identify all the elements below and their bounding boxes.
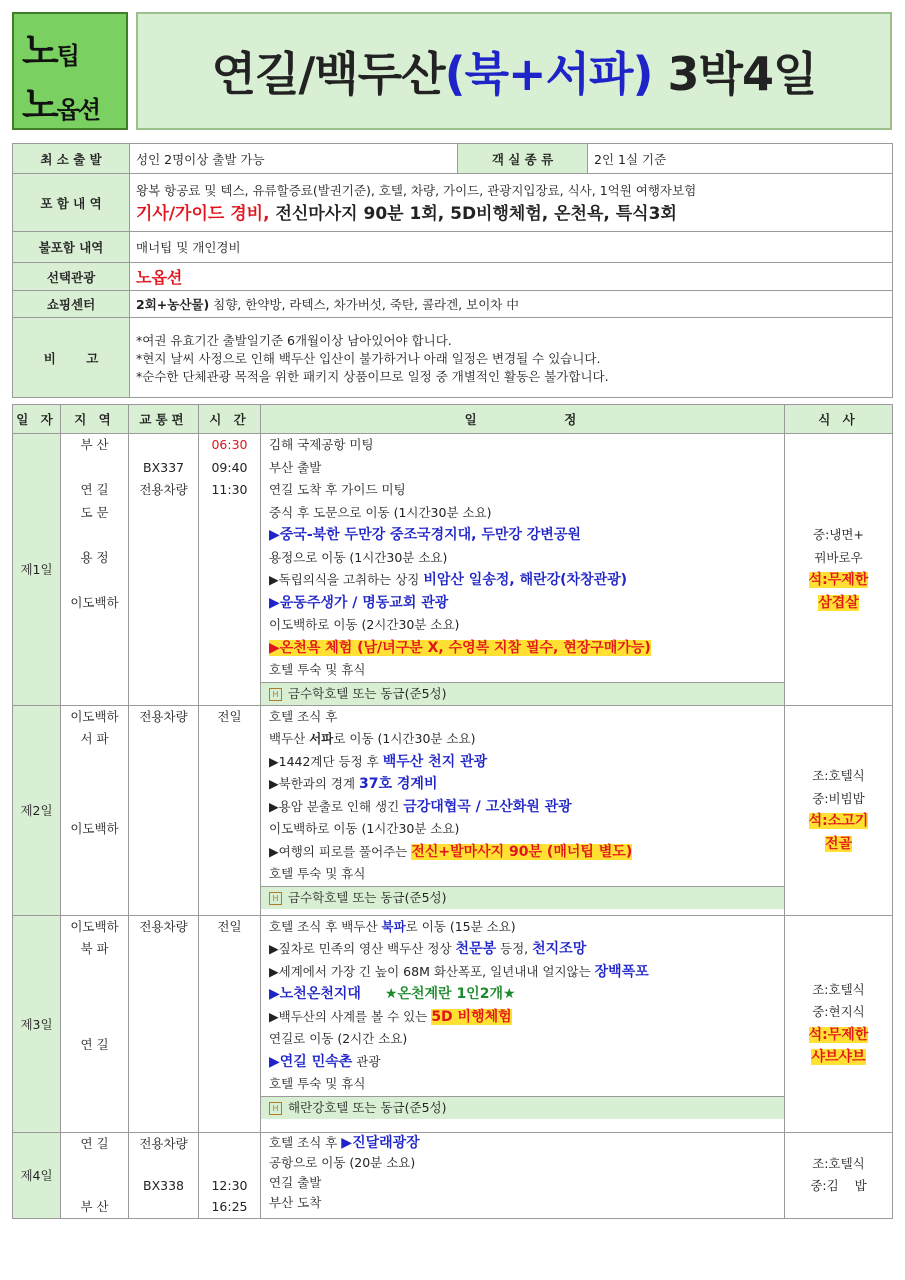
time-text: 16:25: [211, 1198, 248, 1214]
included-line-2: 기사/가이드 경비, 전신마사지 90분 1회, 5D비행체험, 온천욕, 특식3회: [136, 204, 677, 224]
itinerary-line: ▶온천욕 체험 (남/녀구분 X, 수영복 지참 필수, 현장구매가능): [269, 639, 651, 656]
itinerary-line: ▶노천온천지대 ★온천계란 1인2개★: [269, 986, 516, 1002]
optional-tour-value: 노옵션: [130, 263, 893, 291]
region-text: [61, 751, 128, 774]
hotel-info: H 해란강호텔 또는 동급(준5성): [261, 1096, 784, 1119]
time-text: [199, 1154, 260, 1175]
meal-text: 중:현지식: [812, 1004, 865, 1019]
region-cell: [61, 915, 129, 1132]
hotel-icon: H: [269, 688, 282, 701]
meal-text: 삼겹살: [818, 594, 859, 611]
itinerary-line: ▶용암 분출로 인해 생긴 금강대협곡 / 고산화원 관광: [269, 798, 572, 815]
meal-text: 석:무제한: [808, 1026, 869, 1043]
itinerary-line: 이도백하로 이동 (2시간30분 소요): [269, 617, 460, 632]
region-text: 용 정: [80, 549, 109, 565]
region-text: 연 길: [80, 482, 109, 497]
region-text: 부 산: [80, 437, 109, 452]
itinerary-line: 호텔 조식 후: [269, 708, 338, 724]
meal-text: 중:김 밥: [810, 1178, 867, 1193]
excluded-value: 매너팁 및 개인경비: [130, 232, 893, 263]
meal-cell: [785, 705, 893, 915]
region-text: [61, 983, 128, 1006]
day-row: [13, 1132, 893, 1218]
room-type-label: 객 실 종 류: [458, 144, 588, 174]
included-label: 포 함 내 역: [13, 174, 130, 232]
itinerary-line: 호텔 투숙 및 휴식: [269, 662, 366, 677]
day-label: 제2일: [13, 705, 61, 915]
itinerary-cell: [261, 1132, 785, 1218]
page-title: 연길/백두산(북+서파) 3박4일: [211, 47, 817, 101]
itinerary-line: 용정으로 이동 (1시간30분 소요): [269, 549, 448, 565]
hotel-info: H 금수학호텔 또는 동급(준5성): [261, 682, 784, 705]
region-text: [61, 961, 128, 984]
time-cell: [199, 1132, 261, 1218]
meal-text: 조:호텔식: [812, 768, 865, 783]
header-time: 시 간: [199, 405, 261, 434]
meal-text: 샤브샤브: [811, 1049, 866, 1065]
time-text: 09:40: [211, 459, 248, 475]
itinerary-line: 연길로 이동 (2시간 소요): [269, 1031, 408, 1046]
time-cell: [199, 705, 261, 915]
itinerary-line: 연길 출발: [269, 1174, 322, 1190]
day-label: 제1일: [13, 434, 61, 706]
itinerary-line: 연길 도착 후 가이드 미팅: [269, 482, 406, 497]
itinerary-cell: [261, 915, 785, 1132]
header-itinerary: 일 정: [261, 405, 785, 434]
time-text: 전일: [217, 708, 242, 724]
optional-tour-label: 선택관광: [13, 263, 130, 291]
itinerary-line: ▶중국-북한 두만강 중조국경지대, 두만강 강변공원: [269, 527, 581, 543]
itinerary-line: ▶북한과의 경계 37호 경계비: [269, 776, 438, 792]
day-label: 제4일: [13, 1132, 61, 1218]
transport-cell: [129, 434, 199, 706]
itinerary-line: 호텔 조식 후 ▶진달래광장: [269, 1134, 420, 1151]
region-text: 연 길: [80, 1135, 109, 1151]
region-text: 서 파: [80, 731, 109, 746]
min-departure-label: 최 소 출 발: [13, 144, 130, 174]
meal-text: 전골: [824, 835, 853, 852]
meal-cell: [785, 1132, 893, 1218]
region-text: [61, 569, 128, 592]
note-item: *현지 날씨 사정으로 인해 백두산 입산이 불가하거나 아래 일정은 변경될 수 있습니다.: [136, 350, 601, 366]
itinerary-line: 김해 국제공항 미팅: [269, 437, 374, 452]
meal-text: 꿔바로우: [814, 549, 863, 565]
itinerary-line: ▶윤동주생가 / 명동교회 관광: [269, 594, 449, 611]
excluded-label: 불포함 내역: [13, 232, 130, 263]
transport-text: 전용차량: [139, 1135, 188, 1151]
meal-text: 석:무제한: [808, 572, 869, 589]
hotel-info: H 금수학호텔 또는 동급(준5성): [261, 886, 784, 909]
itinerary-line: 호텔 투숙 및 휴식: [269, 1076, 366, 1091]
logo-line-2: 노옵션: [22, 83, 100, 127]
day-row: [13, 915, 893, 1132]
time-text: [199, 1133, 260, 1154]
transport-cell: [129, 705, 199, 915]
itinerary-line: ▶여행의 피로를 풀어주는 전신+발마사지 90분 (매너팁 별도): [269, 843, 633, 860]
transport-text: 전용차량: [139, 708, 188, 724]
itinerary-line: ▶1442계단 등정 후 백두산 천지 관광: [269, 753, 488, 770]
page-title-box: [136, 12, 892, 130]
day-row: [13, 434, 893, 706]
header-region: 지 역: [61, 405, 129, 434]
itinerary-line: 이도백하로 이동 (1시간30분 소요): [269, 821, 460, 836]
time-text: 전일: [217, 918, 242, 934]
region-text: [61, 1006, 128, 1029]
note-item: *순수한 단체관광 목적을 위한 패키지 상품이므로 일정 중 개별적인 활동은 불가합니다.: [136, 368, 609, 384]
itinerary-line: ▶짚차로 민족의 영산 백두산 정상 천문봉 등정, 천지조망: [269, 941, 587, 957]
transport-text: 전용차량: [139, 482, 188, 497]
region-text: [61, 796, 128, 819]
itinerary-line: 백두산 서파로 이동 (1시간30분 소요): [269, 731, 476, 746]
region-text: 이도백하: [70, 821, 119, 836]
day-row: [13, 705, 893, 915]
region-cell: [61, 434, 129, 706]
header-transport: 교통편: [129, 405, 199, 434]
itinerary-line: ▶세계에서 가장 긴 높이 68M 화산폭포, 일년내내 얼지않는 장백폭포: [269, 963, 649, 980]
itinerary-cell: [261, 705, 785, 915]
meal-cell: [785, 915, 893, 1132]
transport-text: BX337: [143, 459, 184, 475]
itinerary-line: 호텔 투숙 및 휴식: [269, 866, 366, 881]
region-text: [61, 1154, 128, 1175]
note-item: *여권 유효기간 출발일기준 6개월이상 남아있어야 합니다.: [136, 332, 452, 348]
time-cell: [199, 434, 261, 706]
brand-logo: [12, 12, 128, 130]
notes-value: [130, 318, 893, 398]
itinerary-line: ▶독립의식을 고취하는 상징 비암산 일송정, 해란강(차창관광): [269, 572, 628, 588]
min-departure-value: 성인 2명이상 출발 가능: [130, 144, 458, 174]
transport-cell: [129, 915, 199, 1132]
meal-text: 석:소고기: [808, 813, 869, 829]
transport-text: 전용차량: [139, 918, 188, 934]
itinerary-line: 중식 후 도문으로 이동 (1시간30분 소요): [269, 504, 492, 520]
meal-text: 중:비빔밥: [812, 790, 865, 806]
schedule-table: [12, 404, 893, 1219]
logo-line-1: 노팁: [22, 29, 78, 73]
transport-cell: [129, 1132, 199, 1218]
region-cell: [61, 1132, 129, 1218]
meal-cell: [785, 434, 893, 706]
included-line-1: 왕복 항공료 및 텍스, 유류할증료(발권기준), 호텔, 차량, 가이드, 관광지입장료, 식사, 1억원 여행자보험: [136, 183, 697, 198]
header-date: 일 자: [13, 405, 61, 434]
time-text: 12:30: [211, 1177, 248, 1193]
notes-label: 비 고: [13, 318, 130, 398]
shopping-label: 쇼핑센터: [13, 291, 130, 318]
transport-text: [129, 1154, 198, 1175]
region-text: 이도백하: [70, 918, 119, 934]
itinerary-line: ▶연길 민속촌 관광: [269, 1053, 381, 1070]
region-text: [61, 1175, 128, 1196]
info-table: [12, 143, 893, 398]
room-type-value: 2인 1실 기준: [588, 144, 893, 174]
itinerary-line: 호텔 조식 후 백두산 북파로 이동 (15분 소요): [269, 918, 516, 934]
hotel-icon: H: [269, 1102, 282, 1115]
itinerary-line: 부산 도착: [269, 1194, 322, 1210]
meal-text: 조:호텔식: [812, 1155, 865, 1171]
region-text: 연 길: [80, 1037, 109, 1052]
meal-text: 조:호텔식: [812, 981, 865, 997]
time-text: 11:30: [211, 482, 248, 497]
itinerary-line: 공항으로 이동 (20분 소요): [269, 1154, 416, 1170]
region-cell: [61, 705, 129, 915]
meal-text: 중:냉면+: [813, 527, 864, 543]
region-text: 북 파: [80, 941, 109, 956]
header-meal: 식 사: [785, 405, 893, 434]
transport-text: [129, 434, 198, 457]
region-text: 이도백하: [70, 594, 119, 610]
shopping-value: 2회+농산물) 침향, 한약방, 라텍스, 차가버섯, 죽탄, 콜라겐, 보이차 中: [130, 291, 893, 318]
region-text: [61, 457, 128, 480]
included-value: [130, 174, 893, 232]
region-text: [61, 773, 128, 796]
time-text: 06:30: [211, 437, 248, 452]
itinerary-cell: [261, 434, 785, 706]
transport-text: BX338: [143, 1177, 184, 1193]
itinerary-line: ▶백두산의 사계를 볼 수 있는 5D 비행체험: [269, 1008, 512, 1025]
hotel-icon: H: [269, 892, 282, 905]
region-text: 이도백하: [70, 708, 119, 724]
day-label: 제3일: [13, 915, 61, 1132]
region-text: 부 산: [80, 1198, 109, 1214]
transport-text: [129, 1196, 198, 1217]
region-text: [61, 524, 128, 547]
region-text: 도 문: [80, 504, 109, 520]
itinerary-line: 부산 출발: [269, 459, 322, 475]
time-cell: [199, 915, 261, 1132]
